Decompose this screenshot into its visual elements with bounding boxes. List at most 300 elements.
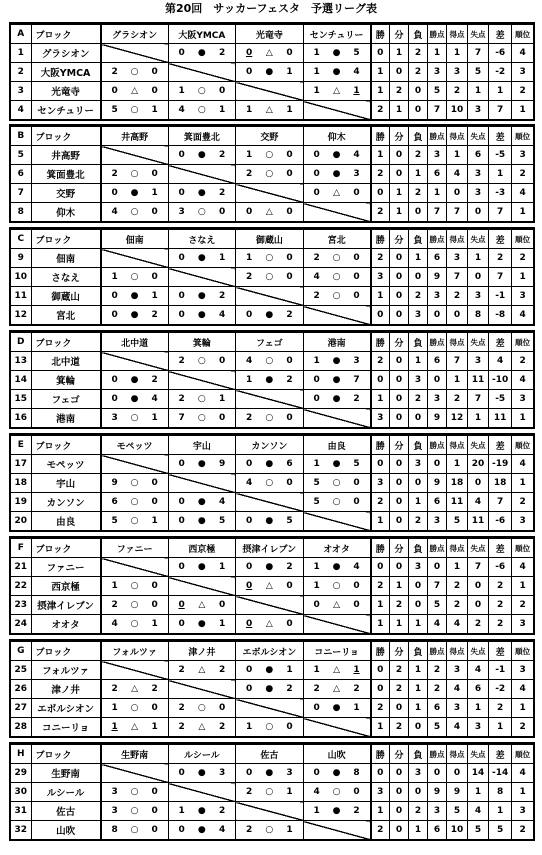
losses: 0 [409, 409, 428, 428]
match-result [101, 203, 168, 222]
header-loss: 負 [409, 642, 428, 661]
table-row [11, 699, 533, 718]
block-word: ブロック [31, 127, 101, 146]
goal-diff: 2 [489, 577, 512, 596]
match-score [304, 249, 370, 267]
match-result [168, 146, 235, 165]
draws: 2 [390, 718, 409, 737]
goals-against: 2 [218, 48, 226, 58]
result-symbol: ○ [265, 825, 274, 835]
league-table [11, 538, 533, 633]
draws: 2 [390, 661, 409, 680]
points: 0 [427, 306, 446, 325]
goals-for: 2 [111, 600, 118, 610]
goal-diff: 1 [489, 718, 512, 737]
rank: 3 [512, 802, 533, 821]
match-score [102, 783, 168, 801]
result-symbol: ● [197, 619, 206, 629]
goals-for: 0 [111, 310, 118, 320]
match-score [236, 821, 302, 839]
team-name: 由良 [31, 512, 101, 531]
goals-for-total: 4 [446, 718, 467, 737]
result-symbol: ● [197, 562, 206, 572]
goals-for: 0 [313, 169, 320, 179]
points: 3 [427, 512, 446, 531]
match-score [304, 764, 370, 782]
goals-for-total: 4 [446, 165, 467, 184]
goals-for: 4 [245, 478, 253, 488]
goals-for-total: 3 [446, 661, 467, 680]
goals-against-total: 11 [468, 371, 489, 390]
team-name: 大阪YMCA [31, 63, 101, 82]
goals-against: 0 [151, 825, 158, 835]
row-number: 21 [11, 558, 31, 577]
match-score [169, 455, 235, 473]
result-symbol: △ [265, 619, 273, 629]
match-result [303, 680, 370, 699]
goals-against: 0 [353, 497, 360, 507]
match-result [236, 512, 303, 531]
result-symbol: △ [333, 86, 341, 96]
result-symbol: ● [332, 562, 341, 572]
block-word: ブロック [31, 333, 101, 352]
goals-against: 9 [218, 459, 226, 469]
header-row [11, 127, 533, 146]
goals-for: 1 [178, 86, 185, 96]
draws: 0 [390, 558, 409, 577]
goals-against: 1 [353, 86, 360, 96]
draws: 0 [390, 371, 409, 390]
header-draw: 分 [390, 539, 409, 558]
goals-for: 2 [245, 787, 253, 797]
result-symbol: ○ [265, 356, 274, 366]
points: 5 [427, 718, 446, 737]
team-header: 北中道 [101, 333, 168, 352]
points: 7 [427, 203, 446, 222]
goals-for-total: 3 [446, 699, 467, 718]
points: 0 [427, 371, 446, 390]
match-result [168, 249, 235, 268]
match-score [304, 577, 370, 595]
match-result [101, 783, 168, 802]
match-score [102, 268, 168, 286]
goal-diff: -5 [489, 390, 512, 409]
team-header: 港南 [303, 333, 370, 352]
goals-for-total: 9 [446, 783, 467, 802]
match-result [236, 249, 303, 268]
result-symbol: ● [130, 375, 139, 385]
block-letter: D [11, 333, 31, 352]
self-match-cell [168, 680, 235, 699]
match-score [304, 371, 370, 389]
rank: 2 [512, 249, 533, 268]
result-symbol: ○ [130, 67, 139, 77]
match-score [304, 352, 370, 370]
result-symbol: ○ [130, 619, 139, 629]
goals-for-total: 0 [446, 184, 467, 203]
match-score [169, 101, 235, 119]
self-match-cell [101, 455, 168, 474]
wins: 2 [371, 699, 390, 718]
team-name: 宇山 [31, 474, 101, 493]
header-rank: 順位 [512, 539, 533, 558]
team-header: フェゴ [236, 333, 303, 352]
team-header: 交野 [236, 127, 303, 146]
goals-against: 8 [353, 768, 360, 778]
goals-against: 1 [218, 619, 226, 629]
header-loss: 負 [409, 539, 428, 558]
match-score [236, 718, 302, 736]
result-symbol: ○ [130, 413, 139, 423]
result-symbol: ○ [332, 291, 341, 301]
goals-for: 0 [245, 619, 253, 629]
points: 0 [427, 764, 446, 783]
match-result [303, 699, 370, 718]
goals-for: 0 [245, 516, 253, 526]
rank: 1 [512, 101, 533, 120]
match-result [101, 371, 168, 390]
header-win: 勝 [371, 230, 390, 249]
match-score [304, 474, 370, 492]
draws: 0 [390, 409, 409, 428]
goals-for-total: 3 [446, 249, 467, 268]
goals-against-total: 1 [468, 699, 489, 718]
goals-for: 4 [111, 207, 118, 217]
match-score [304, 596, 370, 614]
match-score [236, 764, 302, 782]
losses: 1 [409, 661, 428, 680]
points: 2 [427, 680, 446, 699]
goals-against: 2 [218, 722, 226, 732]
goals-for-total: 10 [446, 821, 467, 840]
result-symbol: ○ [265, 478, 274, 488]
league-table [11, 435, 533, 530]
team-header: 佃南 [101, 230, 168, 249]
match-score [304, 63, 370, 81]
wins: 2 [371, 352, 390, 371]
rank: 1 [512, 699, 533, 718]
goals-for: 0 [245, 459, 253, 469]
table-row [11, 82, 533, 101]
team-header: 摂津イレブン [236, 539, 303, 558]
goals-against-total: 11 [468, 512, 489, 531]
team-name: 井高野 [31, 146, 101, 165]
goals-for: 0 [178, 600, 185, 610]
goals-against: 0 [286, 169, 293, 179]
draws: 1 [390, 203, 409, 222]
goals-for: 5 [313, 497, 320, 507]
goals-against-total: 6 [468, 146, 489, 165]
match-result [168, 802, 235, 821]
goals-against: 0 [151, 787, 158, 797]
losses: 2 [409, 287, 428, 306]
losses: 0 [409, 577, 428, 596]
losses: 2 [409, 44, 428, 63]
result-symbol: ● [265, 562, 274, 572]
goals-against: 1 [218, 394, 226, 404]
team-header: ルシール [168, 745, 235, 764]
team-name: フォルツァ [31, 661, 101, 680]
wins: 2 [371, 165, 390, 184]
match-result [168, 493, 235, 512]
goals-against: 0 [353, 253, 360, 263]
match-score [304, 268, 370, 286]
header-draw: 分 [390, 230, 409, 249]
match-score [102, 165, 168, 183]
row-number: 17 [11, 455, 31, 474]
header-draw: 分 [390, 642, 409, 661]
goals-against: 0 [151, 169, 158, 179]
rank: 3 [512, 390, 533, 409]
goals-against-total: 1 [468, 409, 489, 428]
match-score [236, 63, 302, 81]
header-points: 勝点 [427, 25, 446, 44]
goals-against: 1 [151, 516, 158, 526]
points: 4 [427, 615, 446, 634]
goals-against-total: 0 [468, 268, 489, 287]
losses: 0 [409, 101, 428, 120]
wins: 0 [371, 371, 390, 390]
header-draw: 分 [390, 436, 409, 455]
match-result [168, 352, 235, 371]
match-score [169, 615, 235, 633]
team-header: コニーリョ [303, 642, 370, 661]
header-ga: 失点 [468, 333, 489, 352]
self-match-cell [101, 352, 168, 371]
goals-against: 0 [353, 581, 360, 591]
goals-for: 6 [111, 497, 118, 507]
goal-diff: 18 [489, 474, 512, 493]
goals-against: 2 [286, 562, 293, 572]
wins: 1 [371, 596, 390, 615]
goals-for-total: 4 [446, 680, 467, 699]
team-name: フェゴ [31, 390, 101, 409]
goals-against: 1 [353, 665, 360, 675]
header-win: 勝 [371, 333, 390, 352]
table-row [11, 680, 533, 699]
wins: 0 [371, 455, 390, 474]
header-diff: 差 [489, 642, 512, 661]
goals-for: 0 [313, 394, 320, 404]
goals-for: 1 [245, 150, 253, 160]
match-score [236, 783, 302, 801]
goals-against: 0 [286, 478, 293, 488]
rank: 4 [512, 306, 533, 325]
goals-for: 0 [313, 600, 320, 610]
match-result [101, 512, 168, 531]
draws: 0 [390, 783, 409, 802]
goals-for: 8 [111, 825, 118, 835]
table-row [11, 596, 533, 615]
block-a [9, 22, 535, 121]
goals-for: 0 [178, 253, 185, 263]
row-number: 25 [11, 661, 31, 680]
losses: 0 [409, 783, 428, 802]
table-row [11, 802, 533, 821]
match-score [169, 764, 235, 782]
team-name: 佐古 [31, 802, 101, 821]
match-score [169, 558, 235, 576]
header-row [11, 436, 533, 455]
team-header: 仰木 [303, 127, 370, 146]
wins: 1 [371, 82, 390, 101]
draws: 2 [390, 82, 409, 101]
rank: 2 [512, 352, 533, 371]
result-symbol: △ [333, 684, 341, 694]
goals-against: 1 [218, 562, 226, 572]
goals-against: 1 [286, 67, 293, 77]
rank: 4 [512, 455, 533, 474]
match-result [168, 390, 235, 409]
goal-diff: -5 [489, 146, 512, 165]
goal-diff: 2 [489, 249, 512, 268]
result-symbol: △ [265, 581, 273, 591]
result-symbol: ○ [332, 787, 341, 797]
match-result [168, 615, 235, 634]
result-symbol: ● [332, 150, 341, 160]
match-score [169, 249, 235, 267]
match-result [236, 306, 303, 325]
goal-diff: -6 [489, 512, 512, 531]
match-result [168, 82, 235, 101]
result-symbol: ● [197, 806, 206, 816]
points: 7 [427, 101, 446, 120]
block-word: ブロック [31, 25, 101, 44]
wins: 2 [371, 821, 390, 840]
header-points: 勝点 [427, 642, 446, 661]
wins: 0 [371, 184, 390, 203]
goal-diff: -10 [489, 371, 512, 390]
draws: 0 [390, 268, 409, 287]
self-match-cell [236, 82, 303, 101]
team-name: 港南 [31, 409, 101, 428]
row-number: 11 [11, 287, 31, 306]
match-result [236, 783, 303, 802]
match-score [236, 203, 302, 221]
team-name: 交野 [31, 184, 101, 203]
match-score [236, 661, 302, 679]
losses: 1 [409, 680, 428, 699]
losses: 1 [409, 249, 428, 268]
goals-for: 9 [111, 478, 118, 488]
goals-against: 0 [151, 207, 158, 217]
draws: 0 [390, 474, 409, 493]
team-name: 仰木 [31, 203, 101, 222]
points: 3 [427, 146, 446, 165]
team-header: 津ノ井 [168, 642, 235, 661]
header-row [11, 539, 533, 558]
goals-against: 2 [286, 684, 293, 694]
goals-for: 1 [245, 105, 253, 115]
row-number: 32 [11, 821, 31, 840]
points: 9 [427, 783, 446, 802]
self-match-cell [303, 512, 370, 531]
goals-against-total: 0 [468, 596, 489, 615]
goal-diff: 7 [489, 101, 512, 120]
header-gf: 得点 [446, 539, 467, 558]
goals-for: 0 [245, 207, 253, 217]
points: 3 [427, 390, 446, 409]
goals-for: 0 [178, 48, 185, 58]
block-word: ブロック [31, 642, 101, 661]
team-header: 箕面豊北 [168, 127, 235, 146]
table-row [11, 146, 533, 165]
match-result [236, 474, 303, 493]
match-result [303, 371, 370, 390]
rank: 3 [512, 661, 533, 680]
match-result [236, 409, 303, 428]
match-result [303, 596, 370, 615]
table-row [11, 249, 533, 268]
team-header: 宮北 [303, 230, 370, 249]
draws: 0 [390, 802, 409, 821]
header-rank: 順位 [512, 25, 533, 44]
goal-diff: -1 [489, 287, 512, 306]
goals-for: 3 [111, 787, 118, 797]
result-symbol: △ [131, 684, 139, 694]
table-row [11, 44, 533, 63]
rank: 3 [512, 63, 533, 82]
result-symbol: ● [332, 356, 341, 366]
team-header: 宇山 [168, 436, 235, 455]
wins: 3 [371, 783, 390, 802]
result-symbol: ● [197, 150, 206, 160]
block-letter: E [11, 436, 31, 455]
goals-for: 4 [178, 105, 185, 115]
match-result [101, 680, 168, 699]
self-match-cell [101, 249, 168, 268]
block-word: ブロック [31, 230, 101, 249]
match-score [102, 390, 168, 408]
goal-diff: 4 [489, 352, 512, 371]
losses: 3 [409, 455, 428, 474]
header-ga: 失点 [468, 745, 489, 764]
match-result [303, 802, 370, 821]
row-number: 3 [11, 82, 31, 101]
goals-against-total: 0 [468, 577, 489, 596]
match-result [236, 44, 303, 63]
table-row [11, 821, 533, 840]
header-win: 勝 [371, 127, 390, 146]
goals-for: 4 [313, 272, 320, 282]
goals-for-total: 11 [446, 493, 467, 512]
table-row [11, 184, 533, 203]
goals-for: 0 [178, 825, 185, 835]
rank: 2 [512, 596, 533, 615]
self-match-cell [236, 184, 303, 203]
header-win: 勝 [371, 642, 390, 661]
header-ga: 失点 [468, 127, 489, 146]
wins: 2 [371, 203, 390, 222]
goals-against-total: 1 [468, 82, 489, 101]
goals-against-total: 7 [468, 44, 489, 63]
points: 0 [427, 558, 446, 577]
points: 7 [427, 577, 446, 596]
block-e [9, 433, 535, 532]
goals-for: 2 [178, 722, 185, 732]
header-rank: 順位 [512, 230, 533, 249]
row-number: 10 [11, 268, 31, 287]
losses: 2 [409, 146, 428, 165]
match-score [304, 558, 370, 576]
match-score [236, 249, 302, 267]
result-symbol: ○ [130, 478, 139, 488]
goals-against: 2 [218, 665, 226, 675]
result-symbol: △ [198, 600, 206, 610]
goal-diff: 2 [489, 699, 512, 718]
goals-against-total: 1 [468, 249, 489, 268]
wins: 1 [371, 390, 390, 409]
